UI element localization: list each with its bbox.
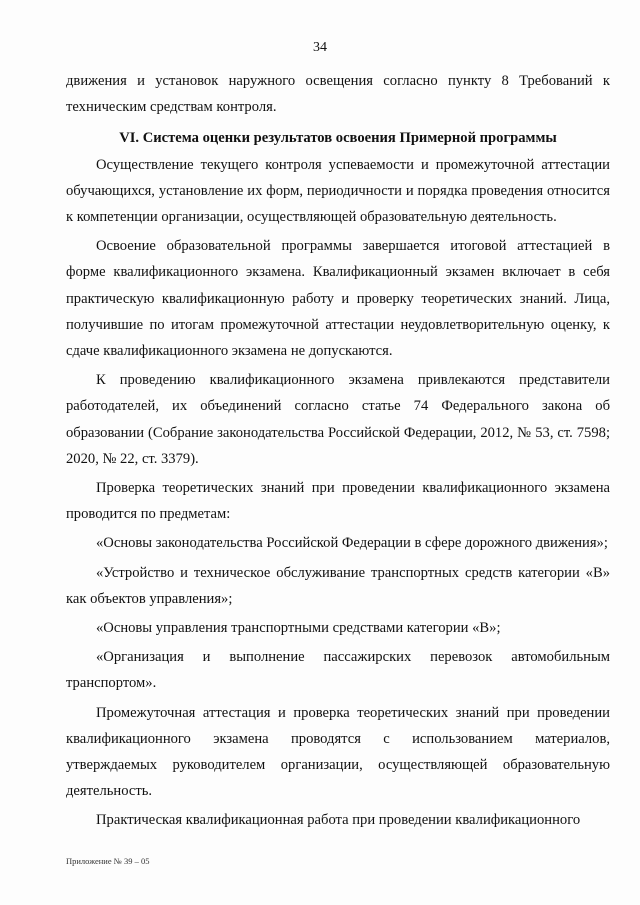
paragraph: Освоение образовательной программы завершается итоговой аттестацией в форме квалификационного экзамена. Квалификационный экзамен включает в себя практическую квалификационную работу и проверку теоретических знаний. Лица, получившие по итогам промежуточной аттестации неудовлетворительную оценку, к сдаче квалификационного экзамена не допускаются. <box>66 238 610 360</box>
list-item: «Устройство и техническое обслуживание транспортных средств категории «B» как объектов управления»; <box>66 564 610 607</box>
page-number: 34 <box>313 40 327 55</box>
paragraph-continuation: движения и установок наружного освещения согласно пункту 8 Требований к техническим средствам контроля. <box>66 73 610 116</box>
paragraph: Промежуточная аттестация и проверка теоретических знаний при проведении квалификационного экзамена проводятся с использованием материалов, утверждаемых руководителем организации, осуществляющей образовательную деятельность. <box>66 704 610 800</box>
paragraph: Осуществление текущего контроля успеваемости и промежуточной аттестации обучающихся, установление их форм, периодичности и порядка проведения относится к компетенции организации, осуществляющей образовательную деятельность. <box>66 156 610 226</box>
list-item: «Основы управления транспортными средствами категории «B»; <box>96 620 501 637</box>
list-item: «Основы законодательства Российской Федерации в сфере дорожного движения»; <box>96 535 608 552</box>
page-footer: Приложение № 39 – 05 <box>66 856 150 866</box>
paragraph: К проведению квалификационного экзамена привлекаются представители работодателей, их объединений согласно статье 74 Федерального закона об образовании (Собрание законодательства Российской Федерации, 2012, № 53, ст. 7598; 2020, № 22, ст. 3379). <box>66 372 610 467</box>
document-body <box>66 68 610 834</box>
list-item: «Организация и выполнение пассажирских перевозок автомобильным транспортом». <box>66 649 610 692</box>
paragraph: Практическая квалификационная работа при проведении квалификационного <box>96 812 581 829</box>
section-heading: VI. Система оценки результатов освоения Примерной программы <box>119 130 557 147</box>
paragraph: Проверка теоретических знаний при проведении квалификационного экзамена проводится по предметам: <box>66 480 610 523</box>
